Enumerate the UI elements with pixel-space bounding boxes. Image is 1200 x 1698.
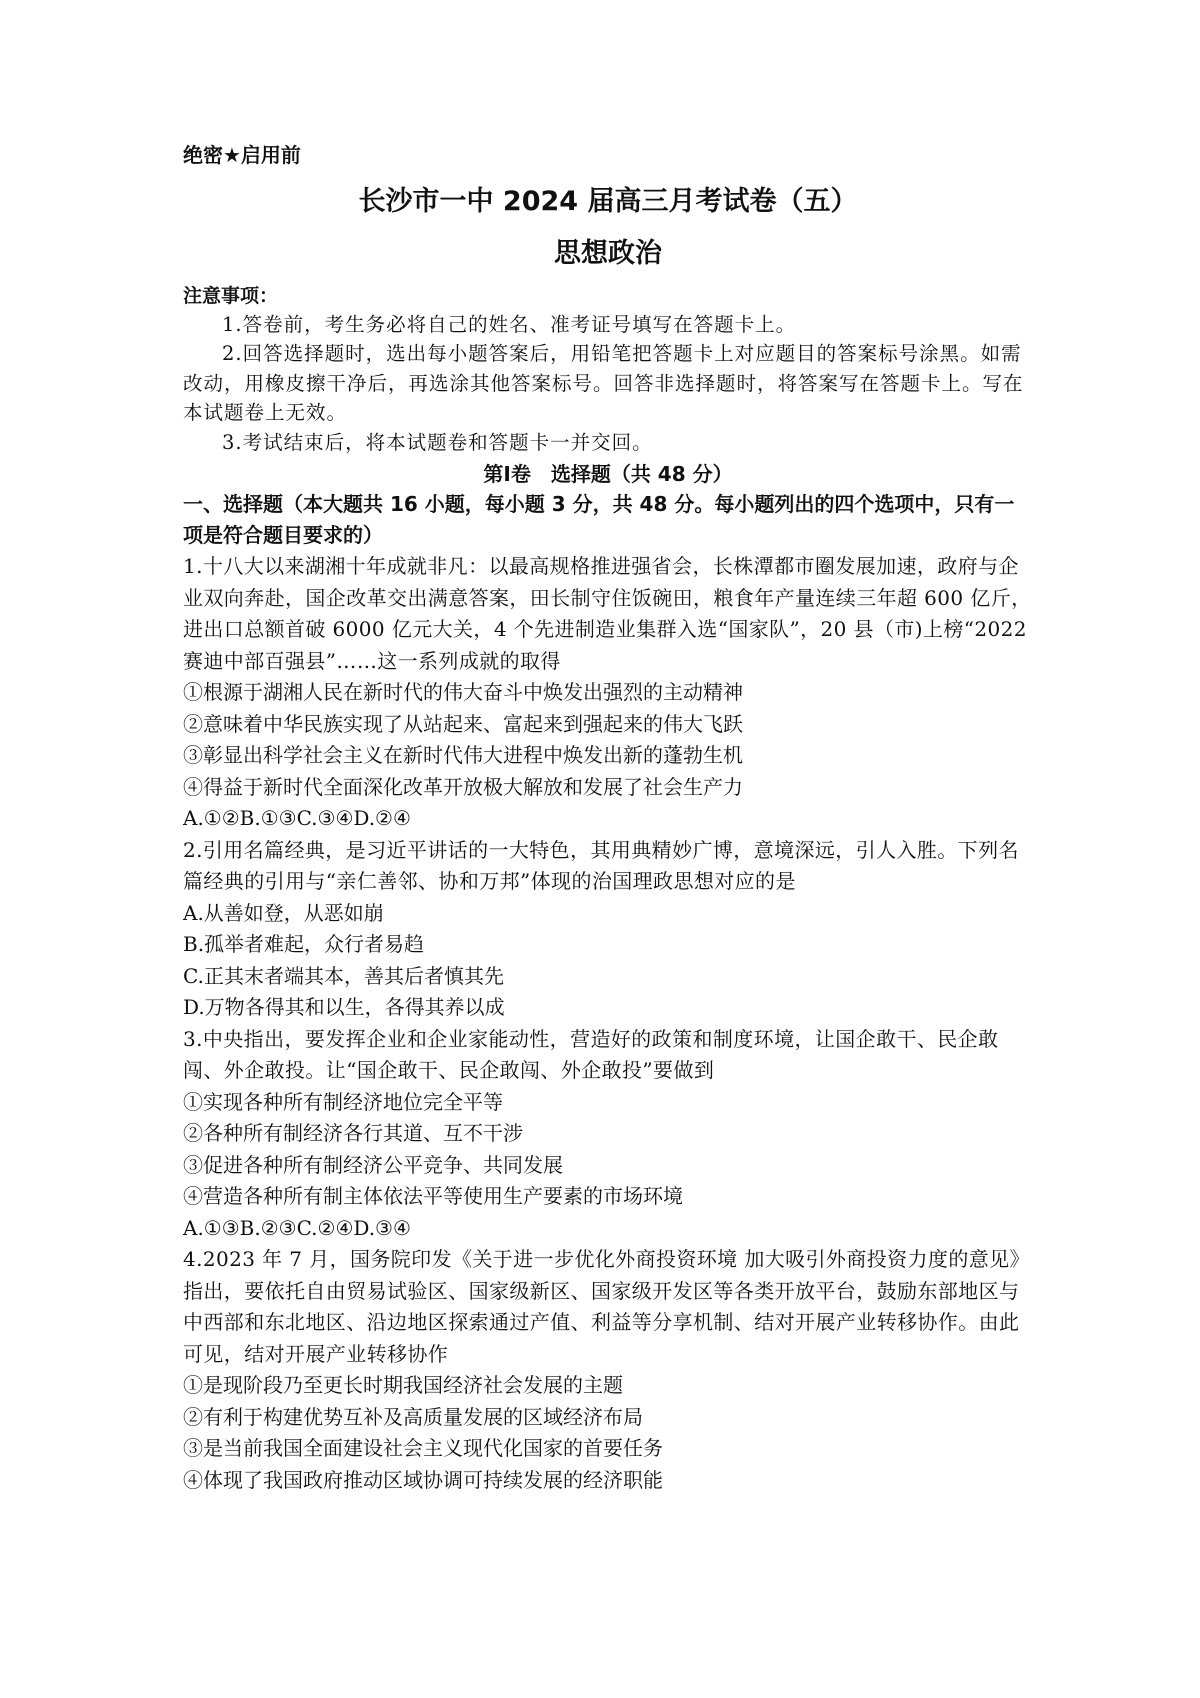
notice-heading: 注意事项：	[183, 284, 279, 307]
option: ①是现阶段乃至更长时期我国经济社会发展的主题	[183, 1373, 623, 1397]
notice-item: 1.答卷前，考生务必将自己的姓名、准考证号填写在答题卡上。	[222, 312, 797, 336]
section-title: 第Ⅰ卷 选择题（共 48 分）	[483, 462, 733, 486]
question-4	[183, 1244, 1033, 1496]
option: D.万物各得其和以生，各得其养以成	[183, 995, 505, 1019]
option: ①实现各种所有制经济地位完全平等	[183, 1089, 503, 1114]
question-3	[183, 1024, 1033, 1245]
answer-choices: A.①③B.②③C.②④D.③④	[183, 1215, 411, 1240]
option: ③促进各种所有制经济公平竞争、共同发展	[183, 1152, 563, 1177]
question-1	[183, 551, 1033, 835]
confidential-label: 绝密★启用前	[183, 143, 301, 167]
question-stem: 2.引用名篇经典，是习近平讲话的一大特色，其用典精妙广博，意境深远，引人入胜。下列名篇经典的引用与“亲仁善邻、协和万邦”体现的治国理政思想对应的是	[183, 837, 1019, 893]
exam-page	[183, 140, 1033, 1496]
option: ④营造各种所有制主体依法平等使用生产要素的市场环境	[183, 1184, 683, 1208]
option: ④得益于新时代全面深化改革开放极大解放和发展了社会生产力	[183, 774, 743, 799]
question-2	[183, 835, 1033, 1024]
option: ②有利于构建优势互补及高质量发展的区域经济布局	[183, 1404, 643, 1429]
option: B.孤举者难起，众行者易趋	[183, 932, 425, 956]
option: ③彰显出科学社会主义在新时代伟大进程中焕发出新的蓬勃生机	[183, 743, 743, 767]
subject-title: 思想政治	[554, 237, 662, 269]
option: ④体现了我国政府推动区域协调可持续发展的经济职能	[183, 1467, 663, 1492]
option: ①根源于湖湘人民在新时代的伟大奋斗中焕发出强烈的主动精神	[183, 680, 743, 704]
question-stem: 3.中央指出，要发挥企业和企业家能动性，营造好的政策和制度环境，让国企敢干、民企敢闯、外企敢投。让“国企敢干、民企敢闯、外企敢投”要做到	[183, 1026, 999, 1082]
question-stem: 4.2023 年 7 月，国务院印发《关于进一步优化外商投资环境 加大吸引外商投资力度的意见》指出，要依托自由贸易试验区、国家级新区、国家级开发区等各类开放平台，鼓励东部地区与中西部和东北地区、沿边地区探索通过产值、利益等分享机制、结对开展产业转移协作。由此可见，结对开展产业转移协作	[183, 1247, 1030, 1366]
option: ②意味着中华民族实现了从站起来、富起来到强起来的伟大飞跃	[183, 711, 743, 736]
option: C.正其末者端其本，善其后者慎其先	[183, 963, 504, 988]
option: ③是当前我国全面建设社会主义现代化国家的首要任务	[183, 1436, 663, 1460]
exam-title: 长沙市一中 2024 届高三月考试卷（五）	[358, 185, 858, 217]
option: ②各种所有制经济各行其道、互不干涉	[183, 1121, 523, 1145]
option: A.从善如登，从恶如崩	[183, 900, 384, 925]
question-stem: 1.十八大以来湖湘十年成就非凡：以最高规格推进强省会，长株潭都市圈发展加速，政府与企业双向奔赴，国企改革交出满意答案，田长制守住饭碗田，粮食年产量连续三年超 600 亿斤，进出口总额首破 6000 亿元大关，4 个先进制造业集群入选“国家队”，20 县（市)上榜“2022 赛迪中部百强县”……这一系列成就的取得	[183, 554, 1032, 673]
notice-item: 3.考试结束后，将本试题卷和答题卡一并交回。	[222, 430, 653, 454]
notice-block	[183, 282, 1033, 458]
part-title: 一、选择题（本大题共 16 小题，每小题 3 分，共 48 分。每小题列出的四个选项中，只有一项是符合题目要求的）	[183, 492, 1015, 547]
answer-choices: A.①②B.①③C.③④D.②④	[183, 806, 411, 830]
notice-item: 2.回答选择题时，选出每小题答案后，用铅笔把答题卡上对应题目的答案标号涂黑。如需改动，用橡皮擦干净后，再选涂其他答案标号。回答非选择题时，将答案写在答题卡上。写在本试题卷上无效。	[183, 342, 1024, 424]
